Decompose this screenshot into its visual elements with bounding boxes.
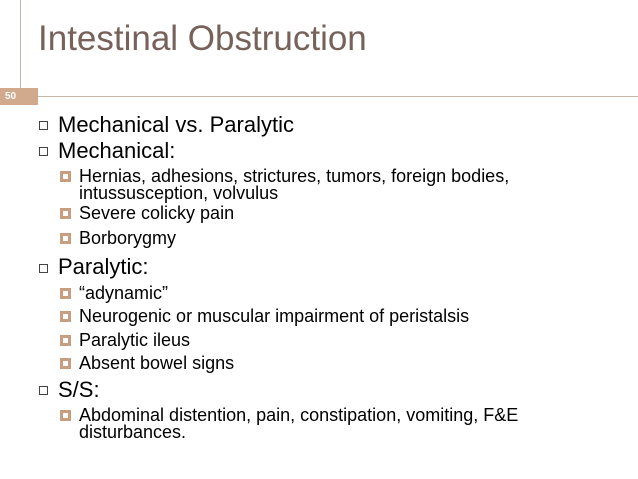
bullet-filled-icon <box>60 410 71 421</box>
bullet-l2-text: Borborygmy <box>79 228 177 248</box>
bullet-outline-icon <box>39 264 48 273</box>
bullet-l2-text-continued: disturbances. <box>79 422 187 442</box>
bullet-l2-text: Abdominal distention, pain, constipation, vomiting, F&E <box>79 405 519 425</box>
bullet-outline-icon <box>39 121 48 130</box>
bullet-l1-text: Paralytic: <box>58 254 149 279</box>
bullet-l2-text: Neurogenic or muscular impairment of peristalsis <box>79 306 470 326</box>
bullet-l2-text: Severe colicky pain <box>79 203 235 223</box>
bullet-outline-icon <box>39 147 48 156</box>
bullet-filled-icon <box>60 233 71 244</box>
bullet-filled-icon <box>60 358 71 369</box>
bullet-l2-text: “adynamic” <box>79 283 169 303</box>
bullet-l1-text: Mechanical: <box>58 138 176 163</box>
bullet-outline-icon <box>39 386 48 395</box>
bullet-l1-text: S/S: <box>58 377 100 402</box>
bullet-l2-text: Hernias, adhesions, strictures, tumors, foreign bodies, <box>79 166 510 186</box>
slide-number: 50 <box>0 88 38 105</box>
bullet-l2-text-continued: intussusception, volvulus <box>79 183 279 203</box>
bullet-filled-icon <box>60 335 71 346</box>
bullet-filled-icon <box>60 208 71 219</box>
bullet-l2-text: Paralytic ileus <box>79 330 191 350</box>
title-horizontal-rule <box>38 96 638 97</box>
slide-title: Intestinal Obstruction <box>38 19 367 58</box>
bullet-l1-text: Mechanical vs. Paralytic <box>58 112 294 137</box>
bullet-l2-text: Absent bowel signs <box>79 353 235 373</box>
bullet-filled-icon <box>60 171 71 182</box>
title-vertical-rule <box>20 0 21 88</box>
bullet-filled-icon <box>60 288 71 299</box>
bullet-filled-icon <box>60 311 71 322</box>
